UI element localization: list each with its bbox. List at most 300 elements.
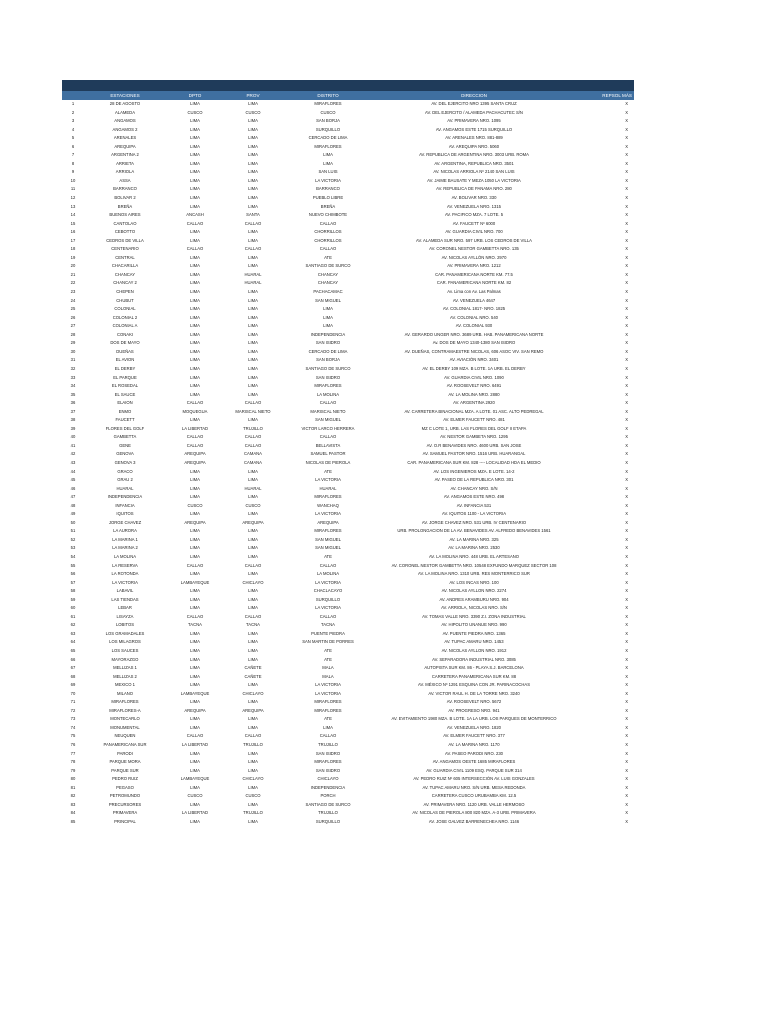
cell-row-number: 83 <box>70 801 76 807</box>
cell-station-name: AREQUIPA <box>114 143 136 149</box>
cell-province: LIMA <box>248 656 258 662</box>
cell-department: LIMA <box>190 468 200 474</box>
cell-department: CUSCO <box>187 793 203 799</box>
cell-row-number: 53 <box>70 545 76 551</box>
cell-station-name: CHANCAY <box>114 271 136 277</box>
cell-province: LIMA <box>248 263 258 269</box>
cell-address: AV. LA MARINA NRO. 1170 <box>448 742 500 748</box>
cell-row-number: 38 <box>70 417 76 423</box>
cell-province: CALLAO <box>244 400 262 406</box>
cell-row-number: 69 <box>70 682 76 688</box>
cell-district: CHICLAYO <box>317 776 339 782</box>
cell-row-number: 40 <box>70 434 76 440</box>
cell-province: CUSCO <box>245 502 261 508</box>
cell-address: AV. PROGRESO NRO. 941 <box>448 707 500 713</box>
cell-address: URB. PROLONGACION DE LA AV. BENAVIDES AV. ALFREDO BENAVIDES 1561 <box>397 528 551 534</box>
cell-station-name: MONUMENTAL <box>110 724 140 730</box>
cell-station-name: HUARAL <box>116 485 134 491</box>
cell-row-number: 56 <box>70 571 76 577</box>
cell-department: LIMA <box>190 536 200 542</box>
table-row <box>62 527 634 536</box>
cell-station-name: EL ROSEDAL <box>111 383 139 389</box>
cell-station-name: INDEPENDENCIA <box>107 494 143 500</box>
cell-department: LAMBAYEQUE <box>180 776 210 782</box>
cell-repsol-mas: X <box>625 502 628 508</box>
cell-province: LIMA <box>248 784 258 790</box>
cell-station-name: GRAU 2 <box>117 477 133 483</box>
table-row <box>62 228 634 237</box>
cell-row-number: 57 <box>70 579 76 585</box>
table-row <box>62 544 634 553</box>
cell-row-number: 9 <box>71 169 75 175</box>
cell-repsol-mas: X <box>625 348 628 354</box>
cell-repsol-mas: X <box>625 716 628 722</box>
cell-department: ANCASH <box>186 212 204 218</box>
cell-district: HUARAL <box>319 485 337 491</box>
cell-repsol-mas: X <box>625 690 628 696</box>
table-row <box>62 519 634 528</box>
cell-station-name: LA MARINA 1 <box>112 536 138 542</box>
cell-address: AV. DUEÑAS, CONTRAMAESTRE NICOLAS, 606 ASOC VIV. SAN REMO <box>404 348 544 354</box>
cell-row-number: 8 <box>71 160 75 166</box>
cell-station-name: ARRIETA <box>116 160 134 166</box>
cell-province: CALLAO <box>244 434 262 440</box>
cell-repsol-mas: X <box>625 229 628 235</box>
cell-district: MIRAFLORES <box>314 494 342 500</box>
cell-department: CALLAO <box>186 246 204 252</box>
table-row <box>62 656 634 665</box>
cell-department: LIMA <box>190 716 200 722</box>
cell-row-number: 11 <box>70 186 76 192</box>
cell-district: SURQUILLO <box>315 818 341 824</box>
cell-department: LIMA <box>190 801 200 807</box>
cell-repsol-mas: X <box>625 177 628 183</box>
table-row <box>62 391 634 400</box>
cell-repsol-mas: X <box>625 613 628 619</box>
table-row <box>62 596 634 605</box>
table-row <box>62 177 634 186</box>
table-row <box>62 562 634 571</box>
cell-row-number: 70 <box>70 690 76 696</box>
cell-repsol-mas: X <box>625 126 628 132</box>
table-row <box>62 801 634 810</box>
cell-district: MALA <box>322 673 334 679</box>
cell-district: PUENTE PIEDRA <box>311 630 345 636</box>
table-header <box>62 91 634 100</box>
cell-row-number: 1 <box>71 101 75 106</box>
cell-repsol-mas: X <box>625 425 628 431</box>
cell-row-number: 65 <box>70 648 76 653</box>
cell-station-name: NEUQUEN <box>114 733 136 739</box>
cell-address: AV. ARGENTINA, REPUBLICA NRO. 3501 <box>434 160 514 166</box>
cell-district: INDEPENDENCIA <box>310 331 346 337</box>
cell-address: AV. O.R BENAVIDES NRO. 4600 URB. SAN JOSE <box>426 442 522 448</box>
cell-station-name: BOLIVAR 2 <box>114 195 136 201</box>
cell-row-number: 46 <box>70 485 76 491</box>
cell-row-number: 42 <box>70 451 76 457</box>
cell-station-name: COLONIAL <box>114 306 136 312</box>
cell-province: LIMA <box>248 818 258 824</box>
cell-province: LIMA <box>248 365 258 371</box>
table-row <box>62 604 634 613</box>
cell-province: LIMA <box>248 357 258 363</box>
cell-row-number: 20 <box>70 263 76 269</box>
cell-row-number: 26 <box>70 314 76 320</box>
cell-district: MIRAFLORES <box>314 143 342 149</box>
cell-address: AV. PEDRO RUIZ Nº 605 INTERSECCIÓN AV. LUIS GONZALES <box>413 776 535 782</box>
cell-address: AV. ARENALES NRO. 881-889 <box>445 135 503 141</box>
cell-department: LIMA <box>190 195 200 201</box>
cell-district: AREQUIPA <box>317 519 339 525</box>
cell-address: AV. VICTOR RAUL H. DE LA TORRE NRO. 3240 <box>428 690 520 696</box>
table-body <box>62 100 634 826</box>
cell-department: LIMA <box>190 588 200 594</box>
cell-station-name: CEDROS DE VILLA <box>106 237 144 243</box>
cell-repsol-mas: X <box>625 571 628 577</box>
table-row <box>62 664 634 673</box>
cell-address: CAR. PANAMERICANA NORTE KM. 77.5 <box>435 271 513 277</box>
cell-station-name: LABAVIL <box>116 588 134 594</box>
cell-repsol-mas: X <box>625 442 628 448</box>
cell-district: SAN ISIDRO <box>315 750 341 756</box>
cell-repsol-mas: X <box>625 143 628 149</box>
cell-address: AV. PACIFICO MZA. 7 LOTE. 5 <box>444 212 504 218</box>
cell-district: MARISCAL NIETO <box>310 408 346 414</box>
cell-province: HUARAL <box>244 271 262 277</box>
cell-province: LIMA <box>248 630 258 636</box>
cell-repsol-mas: X <box>625 459 628 465</box>
cell-department: CALLAO <box>186 562 204 568</box>
cell-row-number: 76 <box>70 742 76 748</box>
table-row <box>62 374 634 383</box>
table-row <box>62 767 634 776</box>
cell-department: LIMA <box>190 665 200 671</box>
cell-address: AV. AREQUIPA NRO. 5060 <box>448 143 500 149</box>
cell-province: CAMANA <box>244 459 262 465</box>
cell-department: LIMA <box>190 596 200 602</box>
cell-station-name: CEBOTTO <box>114 229 136 235</box>
cell-repsol-mas: X <box>625 263 628 269</box>
cell-repsol-mas: X <box>625 271 628 277</box>
cell-district: SAN ISIDRO <box>315 340 341 346</box>
table-row <box>62 279 634 288</box>
cell-row-number: 4 <box>71 126 75 132</box>
cell-district: MIRAFLORES <box>314 707 342 713</box>
cell-row-number: 27 <box>70 323 76 329</box>
stations-sheet <box>62 80 634 826</box>
cell-row-number: 24 <box>70 297 76 303</box>
table-row <box>62 134 634 143</box>
cell-department: CALLAO <box>186 434 204 440</box>
cell-province: LIMA <box>248 186 258 192</box>
cell-repsol-mas: X <box>625 365 628 371</box>
cell-province: LIMA <box>248 511 258 517</box>
cell-district: PACHACAMAC <box>313 289 343 295</box>
table-row <box>62 784 634 793</box>
table-row <box>62 339 634 348</box>
cell-district: LIMA <box>323 724 333 730</box>
cell-address: AV. CORONEL NESTOR GAMBETTA NRO. 10548 EXFUNDO MARQUEZ SECTOR 108 <box>391 562 557 568</box>
header-province: PROV <box>224 91 282 100</box>
cell-station-name: LA ROTONDA <box>111 571 139 577</box>
cell-row-number: 51 <box>70 528 76 534</box>
cell-address: AUTOPISTA SUR KM. 86 - PLAYA S.J. BARCELONA <box>424 665 524 671</box>
cell-address: AV. GUARDIA CIVIL NRO. 700 <box>445 229 503 235</box>
cell-district: CALLAO <box>319 246 337 252</box>
cell-row-number: 32 <box>70 365 76 371</box>
table-row <box>62 305 634 314</box>
cell-province: LIMA <box>248 682 258 688</box>
cell-district: VICTOR LARCO HERRERA <box>301 425 355 431</box>
cell-province: LIMA <box>248 545 258 551</box>
cell-repsol-mas: X <box>625 485 628 491</box>
cell-province: SANTA <box>246 212 260 218</box>
cell-row-number: 80 <box>70 776 76 782</box>
table-row <box>62 493 634 502</box>
cell-address: AV. ELMER FAUCETT NRO. 377 <box>443 733 505 739</box>
cell-address: AV. PUENTE PIEDRA NRO. 1365 <box>442 630 506 636</box>
cell-repsol-mas: X <box>625 528 628 534</box>
cell-repsol-mas: X <box>625 630 628 636</box>
cell-address: AV. NICOLAS DE PIEROLA 800 820 MZA. A-3 URB. PRIMAVERA <box>412 810 536 816</box>
table-row <box>62 579 634 588</box>
cell-province: LIMA <box>248 297 258 303</box>
cell-repsol-mas: X <box>625 588 628 594</box>
cell-repsol-mas: X <box>625 357 628 363</box>
table-row <box>62 698 634 707</box>
table-row <box>62 468 634 477</box>
cell-station-name: COLONIAL A <box>112 323 138 329</box>
cell-department: LIMA <box>190 477 200 483</box>
cell-station-name: PRINCIPAL <box>114 818 136 824</box>
header-department: DPTO <box>166 91 224 100</box>
cell-department: LIMA <box>190 767 200 773</box>
table-row <box>62 117 634 126</box>
cell-repsol-mas: X <box>625 648 628 653</box>
cell-department: LA LIBERTAD <box>181 742 209 748</box>
cell-station-name: LOBITOS <box>115 622 135 628</box>
cell-district: CUSCO <box>320 109 336 115</box>
cell-province: TRUJILLO <box>243 742 263 748</box>
table-row <box>62 476 634 485</box>
cell-district: SURQUILLO <box>315 126 341 132</box>
cell-department: LIMA <box>190 280 200 286</box>
cell-department: LIMA <box>190 494 200 500</box>
cell-address: AV. SEPARADORA INDUSTRIAL NRO. 3085 <box>432 656 516 662</box>
cell-station-name: CHUBUT <box>116 297 134 303</box>
cell-address: AV. JAIME BAUSATE Y MEZA 1050 LA VICTORIA <box>427 177 521 183</box>
cell-department: LIMA <box>190 331 200 337</box>
cell-department: LAMBAYEQUE <box>180 579 210 585</box>
cell-address: AV. NICOLAS AYLLON NRO. 1912 <box>441 648 507 653</box>
cell-address: AV. REPUBLICA DE PANAMA NRO. 280 <box>436 186 512 192</box>
cell-province: LIMA <box>248 143 258 149</box>
cell-address: AV. ARGENTINA 2920 <box>453 400 495 406</box>
cell-department: LIMA <box>190 553 200 559</box>
table-row <box>62 673 634 682</box>
cell-department: AREQUIPA <box>184 707 206 713</box>
cell-row-number: 41 <box>70 442 76 448</box>
cell-row-number: 79 <box>70 767 76 773</box>
table-row <box>62 425 634 434</box>
cell-row-number: 3 <box>71 118 75 124</box>
cell-row-number: 81 <box>70 784 76 790</box>
cell-district: SANTIAGO DE SURCO <box>305 263 351 269</box>
cell-province: LIMA <box>248 177 258 183</box>
table-row <box>62 262 634 271</box>
cell-row-number: 64 <box>70 639 76 645</box>
cell-district: INDEPENDENCIA <box>310 784 346 790</box>
cell-province: LIMA <box>248 553 258 559</box>
cell-address: AV. ANDRES ARAMBURU NRO. 904 <box>439 596 509 602</box>
table-row <box>62 220 634 229</box>
cell-row-number: 39 <box>70 425 76 431</box>
cell-district: MIRAFLORES <box>314 383 342 389</box>
cell-address: AV. COLONIAL 1817- NRO. 1825 <box>442 306 506 312</box>
cell-station-name: GENOVA 3 <box>114 459 136 465</box>
table-row <box>62 211 634 220</box>
cell-address: AV. ARRIOLA, NICOLAS NRO. S/N <box>441 605 507 611</box>
cell-row-number: 58 <box>70 588 76 594</box>
cell-repsol-mas: X <box>625 733 628 739</box>
cell-province: TACNA <box>246 622 260 628</box>
cell-department: LIMA <box>190 357 200 363</box>
table-row <box>62 741 634 750</box>
cell-district: ATE <box>324 648 332 653</box>
table-row <box>62 809 634 818</box>
cell-district: NUEVO CHIMBOTE <box>308 212 348 218</box>
cell-repsol-mas: X <box>625 724 628 730</box>
cell-repsol-mas: X <box>625 810 628 816</box>
cell-station-name: PEGASO <box>116 784 134 790</box>
cell-station-name: 28 DE AGOSTO <box>109 101 141 106</box>
cell-province: LIMA <box>248 699 258 705</box>
cell-row-number: 34 <box>70 383 76 389</box>
cell-district: BREÑA <box>320 203 336 209</box>
table-row <box>62 758 634 767</box>
cell-repsol-mas: X <box>625 673 628 679</box>
cell-address: AV. INFANCIA 531 <box>456 502 492 508</box>
cell-row-number: 35 <box>70 391 76 397</box>
table-row <box>62 732 634 741</box>
cell-repsol-mas: X <box>625 656 628 662</box>
cell-address: Av. Lima con Av. Las Palmas <box>447 289 501 295</box>
cell-district: ATE <box>324 468 332 474</box>
cell-province: LIMA <box>248 135 258 141</box>
cell-repsol-mas: X <box>625 391 628 397</box>
header-district: DISTRITO <box>282 91 374 100</box>
table-row <box>62 288 634 297</box>
table-row <box>62 707 634 716</box>
cell-repsol-mas: X <box>625 451 628 457</box>
cell-repsol-mas: X <box>625 340 628 346</box>
table-row <box>62 314 634 323</box>
cell-repsol-mas: X <box>625 169 628 175</box>
cell-station-name: PEDRO RUIZ <box>112 776 138 782</box>
cell-station-name: ARRIOLA <box>115 169 135 175</box>
table-row <box>62 168 634 177</box>
table-row <box>62 416 634 425</box>
table-row <box>62 450 634 459</box>
table-row <box>62 126 634 135</box>
cell-province: LIMA <box>248 229 258 235</box>
cell-province: LIMA <box>248 160 258 166</box>
cell-repsol-mas: X <box>625 220 628 226</box>
table-row <box>62 331 634 340</box>
table-row <box>62 271 634 280</box>
cell-repsol-mas: X <box>625 477 628 483</box>
table-row <box>62 433 634 442</box>
cell-address: AV. COLONIAL 930 <box>455 323 493 329</box>
cell-repsol-mas: X <box>625 784 628 790</box>
cell-province: LIMA <box>248 289 258 295</box>
table-row <box>62 613 634 622</box>
cell-district: SAN MIGUEL <box>315 545 341 551</box>
cell-province: LIMA <box>248 323 258 329</box>
cell-department: LIMA <box>190 237 200 243</box>
cell-station-name: PARODI <box>117 750 133 756</box>
cell-address: AV. TUPAC AMARU NRO. 1453 <box>444 639 504 645</box>
cell-address: AV. PRIMAVERA NRO. 1120 URB. VALLE HERMOSO <box>423 801 525 807</box>
cell-province: TRUJILLO <box>243 810 263 816</box>
cell-station-name: FAUCETT <box>115 417 135 423</box>
cell-row-number: 2 <box>71 109 75 115</box>
cell-address: AV. LOS INGENIEROS MZA. E LOTE. 14-2 <box>433 468 515 474</box>
cell-station-name: LA RESERVA <box>112 562 138 568</box>
cell-repsol-mas: X <box>625 417 628 423</box>
cell-department: LIMA <box>190 699 200 705</box>
table-row <box>62 638 634 647</box>
table-row <box>62 775 634 784</box>
cell-repsol-mas: X <box>625 468 628 474</box>
table-row <box>62 792 634 801</box>
cell-district: LA VICTORIA <box>315 682 341 688</box>
cell-department: LIMA <box>190 135 200 141</box>
table-row <box>62 356 634 365</box>
cell-department: LIMA <box>190 485 200 491</box>
cell-district: CHORRILLOS <box>314 237 342 243</box>
cell-station-name: LEBAR <box>118 605 132 611</box>
cell-row-number: 29 <box>70 340 76 346</box>
cell-address: AV. MÉXICO Nº 1291 ESQUINA CON JR. PARINACOCHAS <box>418 682 530 688</box>
cell-department: MOQUEGUA <box>182 408 208 414</box>
cell-department: CALLAO <box>186 220 204 226</box>
cell-address: AV. REPUBLICA DE ARGENTINA NRO. 3003 URB. ROMA <box>419 152 529 158</box>
cell-address: AV. COLONIAL NRO. 540 <box>449 314 499 320</box>
table-row <box>62 109 634 118</box>
cell-province: LIMA <box>248 306 258 312</box>
cell-address: AV. TOMAS VALLE NRO. 3390 Z.I. ZONA INDUSTRIAL <box>422 613 526 619</box>
cell-district: TACNA <box>321 622 335 628</box>
cell-row-number: 16 <box>70 229 76 235</box>
cell-row-number: 17 <box>70 237 76 243</box>
cell-district: SAMUEL PASTOR <box>310 451 346 457</box>
cell-province: LIMA <box>248 588 258 594</box>
cell-province: AREQUIPA <box>242 707 264 713</box>
cell-province: LIMA <box>248 101 258 106</box>
cell-district: WANCHAQ <box>317 502 339 508</box>
cell-address: AV. GUARDIA CIVIL 1109 ESQ. PARQUE SUR 314 <box>426 767 522 773</box>
cell-province: LIMA <box>248 314 258 320</box>
cell-row-number: 77 <box>70 750 76 756</box>
cell-district: SAN BORJA <box>316 357 340 363</box>
cell-address: AV. NICOLAS AYLLÓN NRO. 2970 <box>441 254 507 260</box>
cell-department: LIMA <box>190 297 200 303</box>
table-row <box>62 382 634 391</box>
cell-department: LIMA <box>190 639 200 645</box>
cell-province: LIMA <box>248 152 258 158</box>
cell-address: CARRETERA CUSCO URUBAMBA KM. 12.5 <box>431 793 517 799</box>
